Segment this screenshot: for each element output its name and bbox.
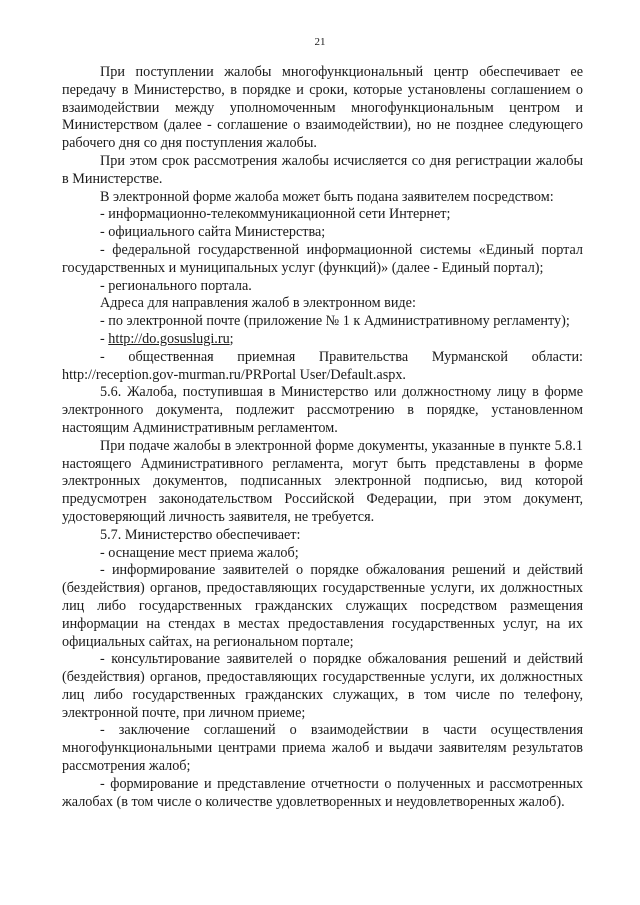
- list-item-agreements: - заключение соглашений о взаимодействии в части осуществления многофункциональными центрами приема жалоб и выдачи заявителям результатов рассмотрения жалоб;: [62, 722, 583, 775]
- list-item-reporting: - формирование и представление отчетности о полученных и рассмотренных жалобах (в том числе о количестве удовлетворенных и неудовлетворенных жалоб).: [62, 775, 583, 810]
- list-item-email: - по электронной почте (приложение № 1 к Административному регламенту);: [100, 313, 570, 330]
- list-item-internet: - информационно-телекоммуникационной сети Интернет;: [100, 206, 451, 223]
- list-item-gosuslugi: [62, 331, 583, 349]
- document-body: [62, 64, 583, 811]
- paragraph-5-6: 5.6. Жалоба, поступившая в Министерство или должностному лицу в форме электронного документа, подлежит рассмотрению в порядке, установленном настоящим Административным регламентом.: [62, 384, 583, 436]
- paragraph-mfc-transfer: При поступлении жалобы многофункциональный центр обеспечивает ее передачу в Министерство, в порядке и сроки, которые установлены соглашением о взаимодействии между уполномоченным многофункциональным центром и Министерством (далее - соглашение о взаимодействии), но не позднее следующего рабочего дня со дня поступления жалобы.: [62, 64, 583, 152]
- list-item-informing: - информирование заявителей о порядке обжалования решений и действий (бездействия) органов, предоставляющих государственные услуги, их должностных лиц либо государственных гражданских служащих посредством размещения информации на стендах в местах предоставления государственных услуг, на их официальных сайтах, на региональном портале;: [62, 562, 583, 650]
- paragraph-5-7: 5.7. Министерство обеспечивает:: [100, 526, 301, 543]
- gosuslugi-link[interactable]: http://do.gosuslugi.ru: [108, 330, 230, 347]
- list-item-equipment: - оснащение мест приема жалоб;: [100, 544, 299, 561]
- list-item-unified-portal: - федеральной государственной информационной системы «Единый портал государственных и муниципальных услуг (функций)» (далее - Единый портал);: [62, 241, 583, 276]
- page-number: 21: [314, 36, 326, 48]
- gosuslugi-tail: ;: [229, 330, 234, 347]
- paragraph-addresses: Адреса для направления жалоб в электронном виде:: [100, 295, 416, 312]
- paragraph-electronic-documents: При подаче жалобы в электронной форме документы, указанные в пункте 5.8.1 настоящего Административного регламента, могут быть представлены в форме электронных документов, подписанных электронной подписью, вид которой предусмотрен законодательством Российской Федерации, при этом документ, удостоверяющий личность заявителя, не требуется.: [62, 437, 583, 525]
- list-item-consulting: - консультирование заявителей о порядке обжалования решений и действий (бездействия) органов, предоставляющих государственные услуги, их должностных лиц либо государственных гражданских служащих, в том числе по телефону, электронной почте, при личном приеме;: [62, 651, 583, 721]
- list-item-regional-portal: - регионального портала.: [100, 277, 252, 294]
- list-item-ministry-site: - официального сайта Министерства;: [100, 224, 326, 241]
- paragraph-electronic-form: В электронной форме жалоба может быть подана заявителем посредством:: [100, 188, 554, 205]
- list-item-reception: - общественная приемная Правительства Мурманской области: http://reception.gov-murman.ru/PRPortal User/Default.aspx.: [62, 348, 583, 383]
- paragraph-review-term: При этом срок рассмотрения жалобы исчисляется со дня регистрации жалобы в Министерстве.: [62, 152, 583, 187]
- dash: -: [100, 330, 105, 347]
